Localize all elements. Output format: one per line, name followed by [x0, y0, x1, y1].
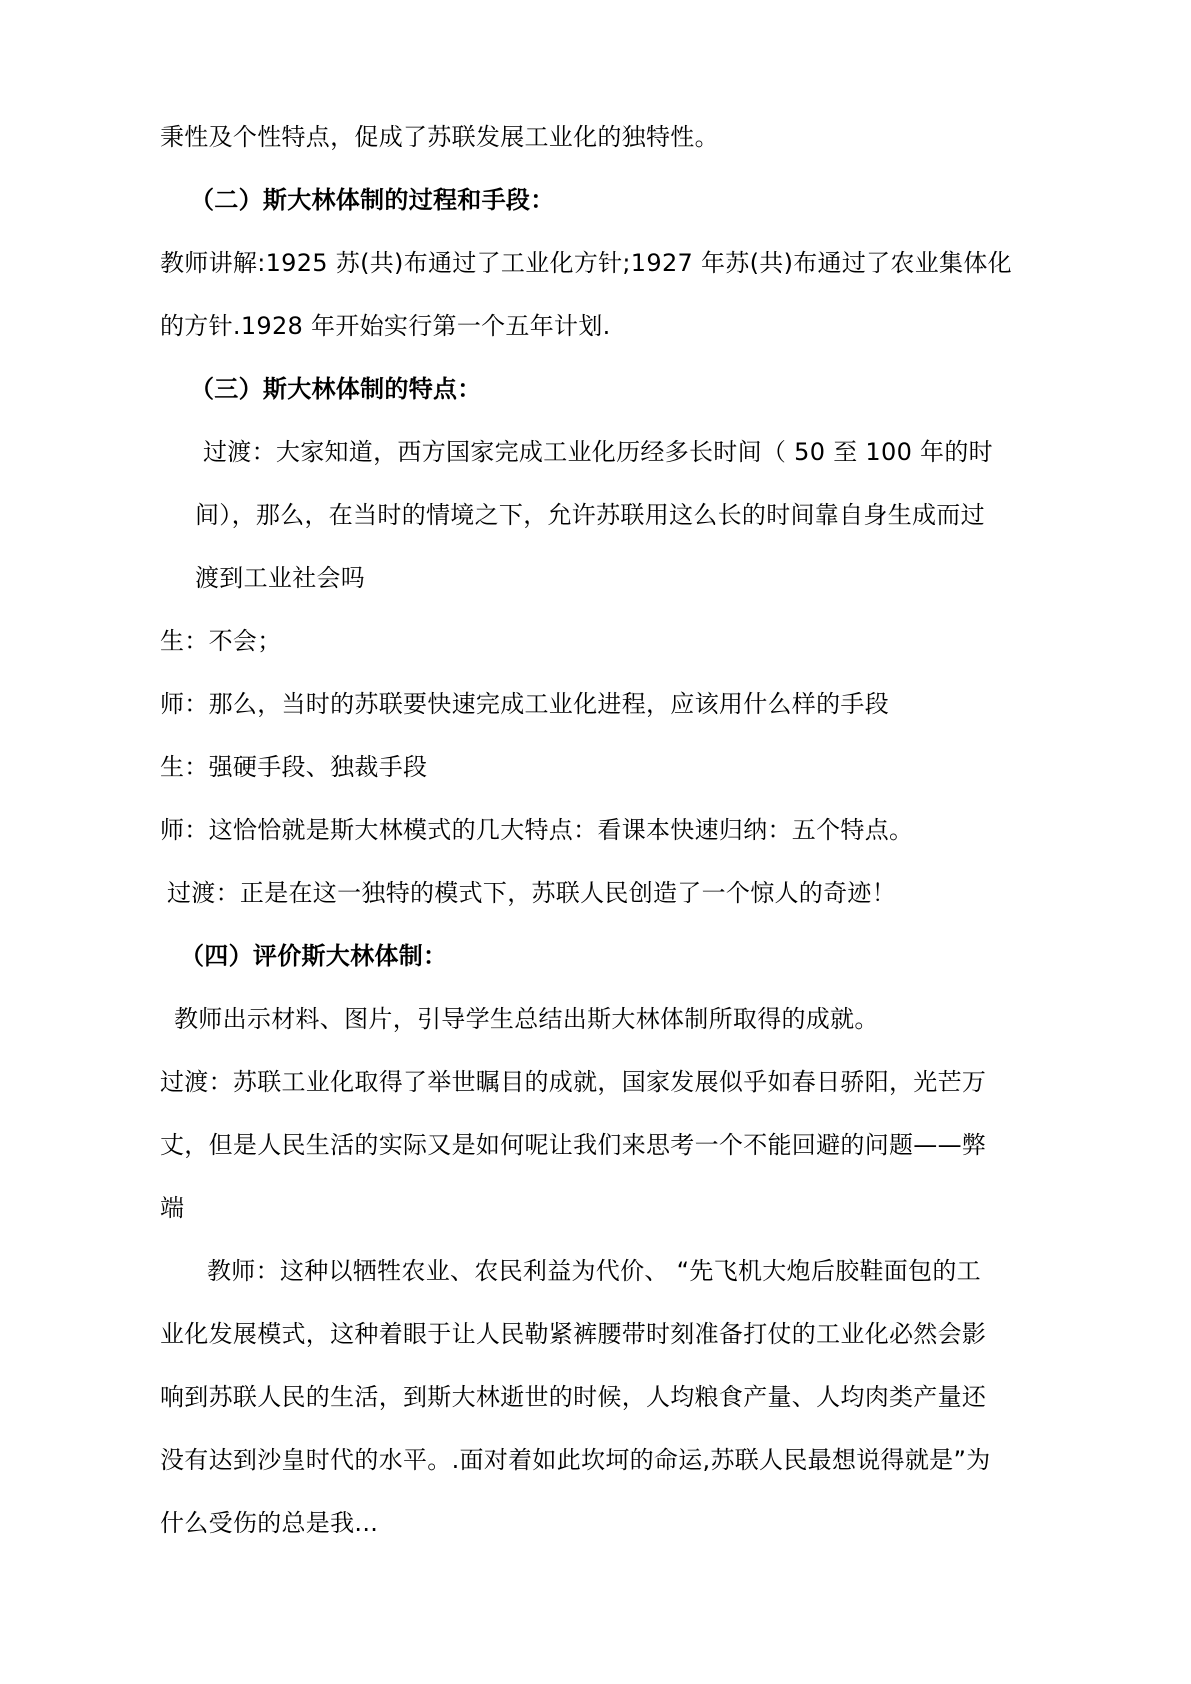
paragraph-line-3: 教师讲解:1925 苏(共)布通过了工业化方针;1927 年苏(共)布通过了农业集体化 — [160, 249, 1012, 277]
paragraph-line-23: 什么受伤的总是我... — [160, 1509, 379, 1537]
section-heading-3: （三）斯大林体制的特点： — [190, 375, 482, 403]
paragraph-line-22: 没有达到沙皇时代的水平。.面对着如此坎坷的命运,苏联人民最想说得就是”为 — [160, 1446, 991, 1474]
paragraph-line-20: 业化发展模式，这种着眼于让人民勒紧裤腰带时刻准备打仗的工业化必然会影 — [160, 1320, 987, 1348]
paragraph-line-15: 教师出示材料、图片，引导学生总结出斯大林体制所取得的成就。 — [174, 1005, 879, 1033]
paragraph-line-6: 过渡：大家知道，西方国家完成工业化历经多长时间（ 50 至 100 年的时 — [203, 438, 993, 466]
paragraph-line-7: 间），那么，在当时的情境之下，允许苏联用这么长的时间靠自身生成而过 — [195, 501, 985, 529]
paragraph-line-13: 过渡：正是在这一独特的模式下，苏联人民创造了一个惊人的奇迹！ — [167, 879, 896, 907]
paragraph-line-21: 响到苏联人民的生活，到斯大林逝世的时候，人均粮食产量、人均肉类产量还 — [160, 1383, 987, 1411]
paragraph-line-8: 渡到工业社会吗 — [195, 564, 366, 592]
dialogue-line-teacher-1: 师：那么，当时的苏联要快速完成工业化进程，应该用什么样的手段 — [160, 690, 889, 718]
paragraph-line-17: 丈，但是人民生活的实际又是如何呢让我们来思考一个不能回避的问题——弊 — [160, 1131, 987, 1159]
paragraph-line-1: 秉性及个性特点，促成了苏联发展工业化的独特性。 — [160, 123, 719, 151]
paragraph-line-4: 的方针.1928 年开始实行第一个五年计划. — [160, 312, 611, 340]
dialogue-line-student-2: 生：强硬手段、独裁手段 — [160, 753, 428, 781]
section-heading-2: （二）斯大林体制的过程和手段： — [190, 186, 555, 214]
section-heading-4: （四）评价斯大林体制： — [180, 942, 448, 970]
paragraph-line-16: 过渡：苏联工业化取得了举世瞩目的成就，国家发展似乎如春日骄阳，光芒万 — [160, 1068, 987, 1096]
dialogue-line-student-1: 生：不会； — [160, 627, 282, 655]
paragraph-line-19: 教师：这种以牺牲农业、农民利益为代价、 “先飞机大炮后胶鞋面包的工 — [207, 1257, 981, 1285]
paragraph-line-18: 端 — [160, 1194, 185, 1222]
dialogue-line-teacher-2: 师：这恰恰就是斯大林模式的几大特点：看课本快速归纳：五个特点。 — [160, 816, 914, 844]
